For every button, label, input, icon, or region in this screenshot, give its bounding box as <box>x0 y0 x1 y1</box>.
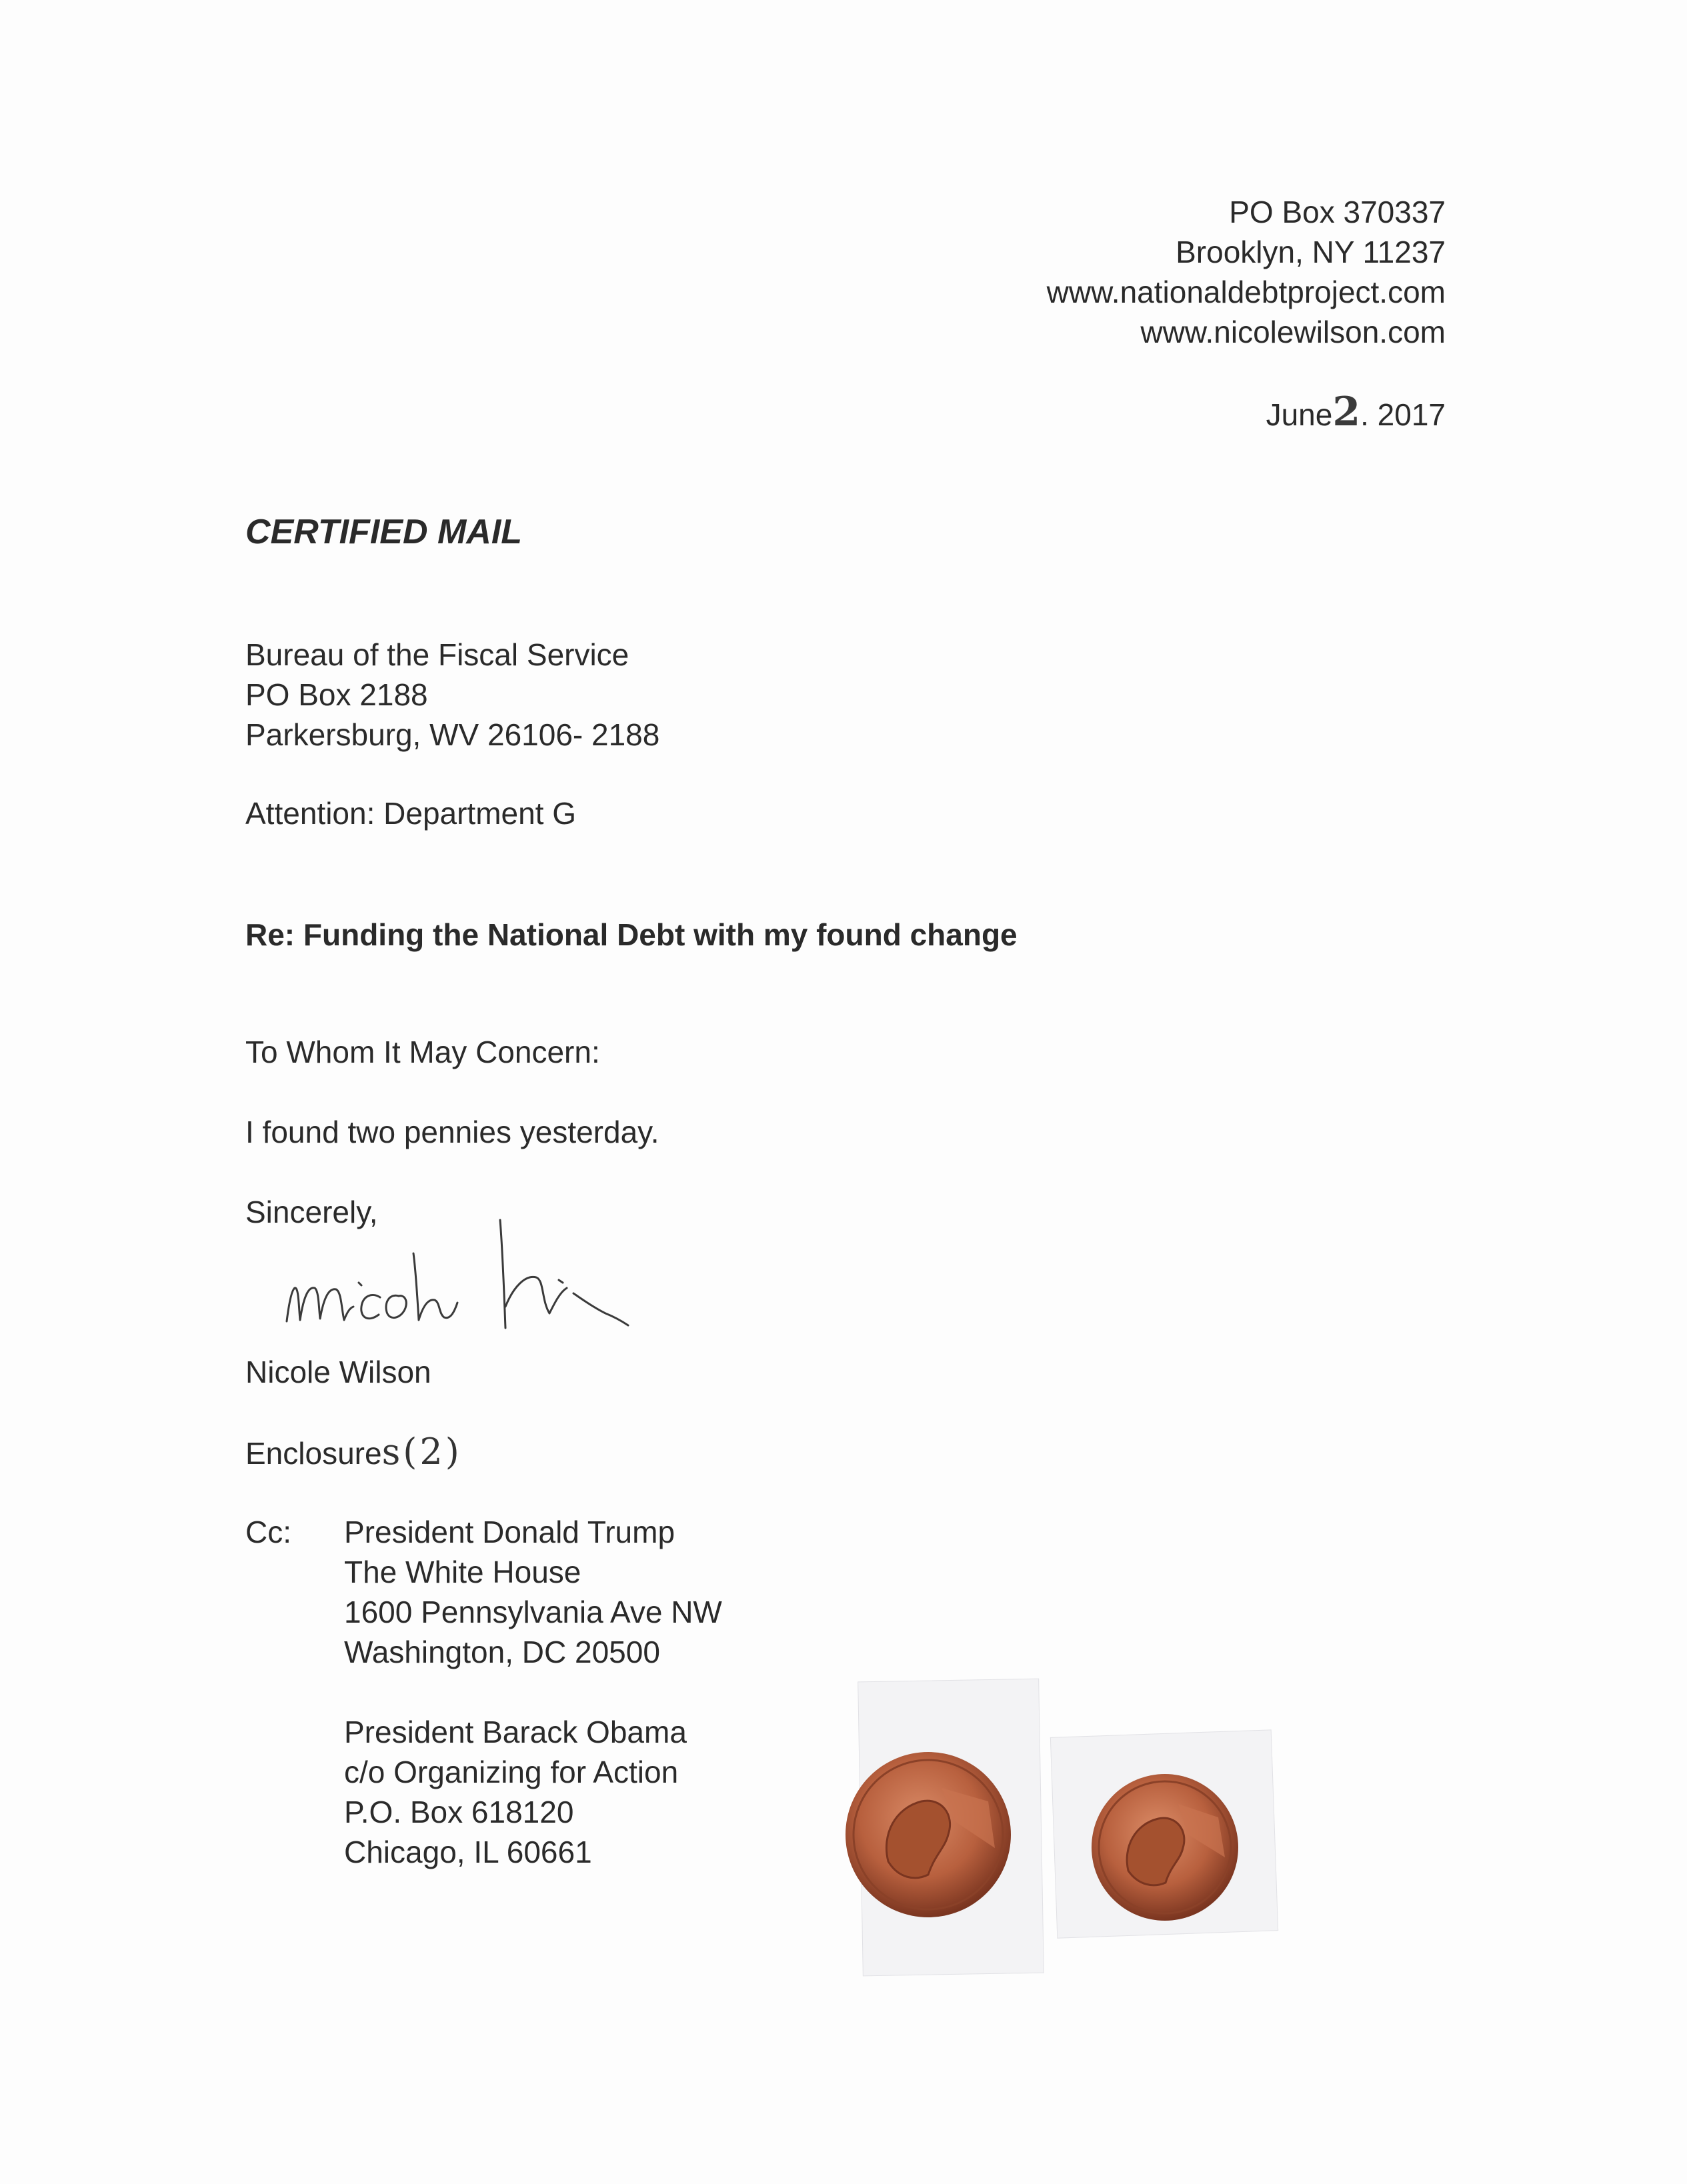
salutation: To Whom It May Concern: <box>245 1035 600 1069</box>
cc-recipient-1-line1: President Donald Trump <box>344 1515 675 1549</box>
cc-recipient-1-line4: Washington, DC 20500 <box>344 1635 660 1669</box>
enclosures-printed: Enclosure <box>245 1436 382 1471</box>
sender-address-line2: Brooklyn, NY 11237 <box>1176 235 1446 269</box>
date-year: 2017 <box>1377 397 1446 432</box>
cc-label: Cc: <box>245 1515 291 1549</box>
sender-website-2: www.nicolewilson.com <box>1140 315 1446 349</box>
recipient-line2: PO Box 2188 <box>245 677 428 712</box>
letter-body: I found two pennies yesterday. <box>245 1115 659 1149</box>
cc-recipient-2-line3: P.O. Box 618120 <box>344 1795 574 1829</box>
recipient-line3: Parkersburg, WV 26106- 2188 <box>245 717 660 752</box>
attention-line: Attention: Department G <box>245 796 577 831</box>
date-day-handwritten: 2 <box>1332 389 1361 435</box>
cc-recipient-2-line1: President Barack Obama <box>344 1715 687 1749</box>
penny-2-image <box>1088 1771 1242 1924</box>
signer-name: Nicole Wilson <box>245 1355 431 1389</box>
closing: Sincerely, <box>245 1195 378 1229</box>
recipient-line1: Bureau of the Fiscal Service <box>245 637 629 672</box>
cc-recipient-2-line4: Chicago, IL 60661 <box>344 1835 592 1869</box>
enclosures-handwritten: s(2) <box>381 1431 462 1473</box>
cc-recipient-1-line2: The White House <box>344 1555 581 1589</box>
penny-1-image <box>841 1748 1015 1921</box>
letter-date: June2. 2017 <box>1266 389 1446 435</box>
sender-website-1: www.nationaldebtproject.com <box>1046 275 1446 309</box>
signature-image <box>280 1213 680 1340</box>
enclosures-line <box>245 1432 462 1473</box>
certified-mail-heading: CERTIFIED MAIL <box>245 513 523 551</box>
date-month: June <box>1266 397 1333 432</box>
cc-recipient-2-line2: c/o Organizing for Action <box>344 1755 679 1789</box>
sender-address-line1: PO Box 370337 <box>1229 195 1446 229</box>
subject-line: Re: Funding the National Debt with my found change <box>245 917 1018 952</box>
cc-recipient-1-line3: 1600 Pennsylvania Ave NW <box>344 1595 722 1629</box>
